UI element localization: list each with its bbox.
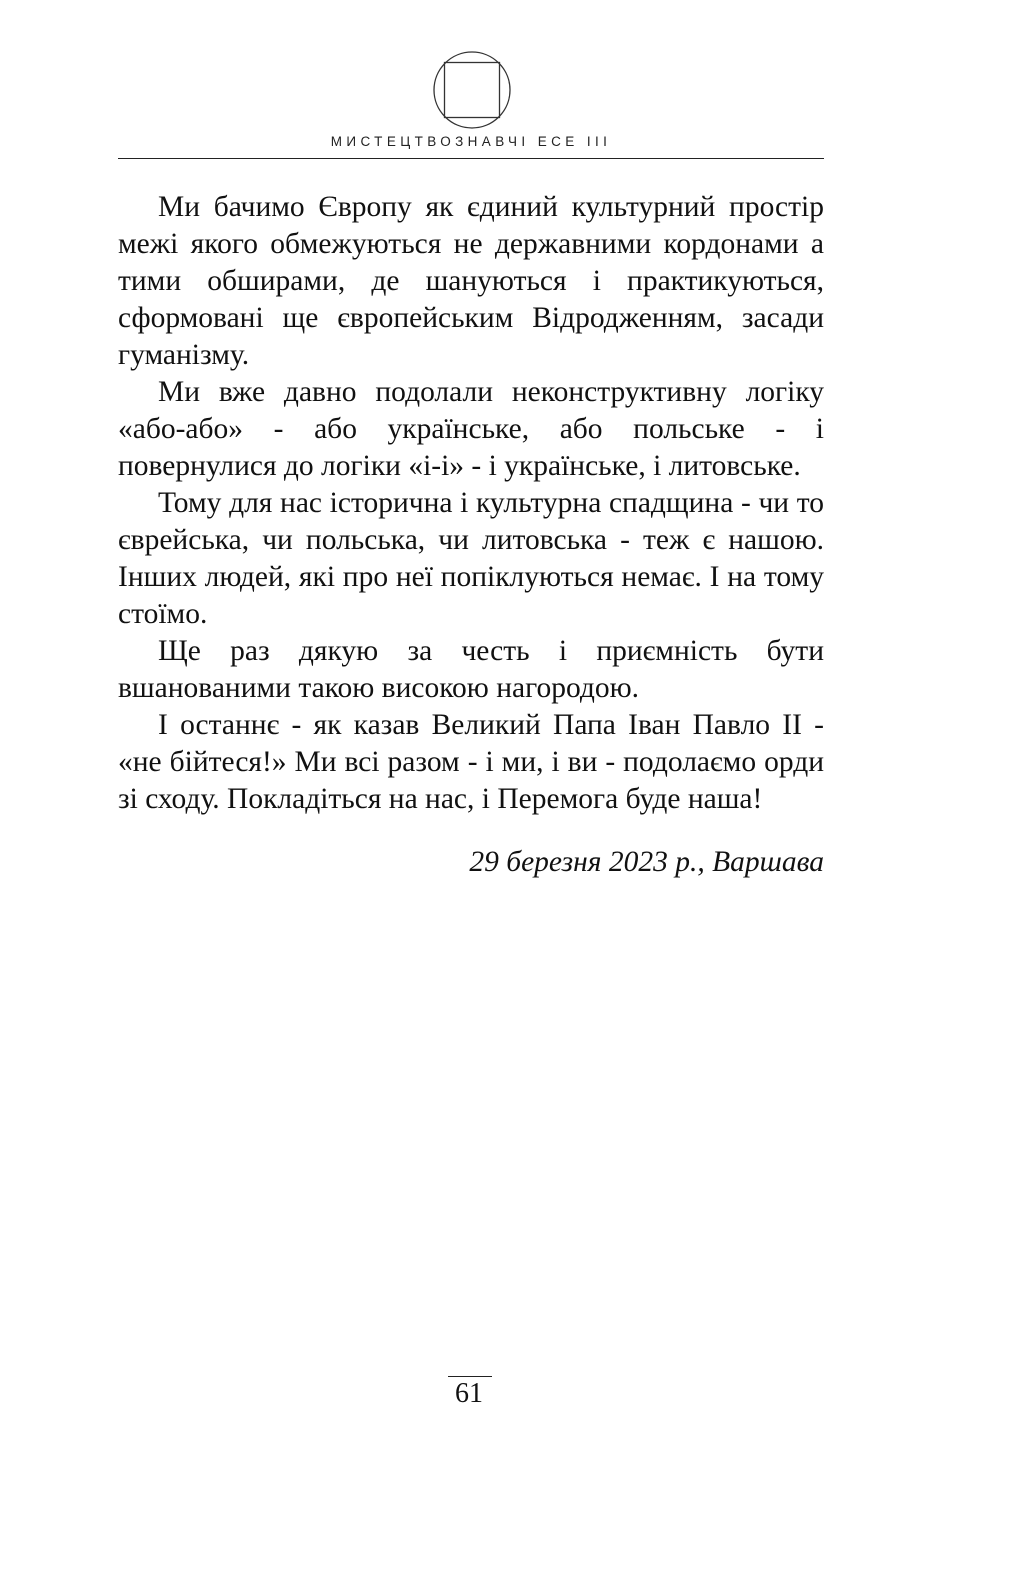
paragraph: Ще раз дякую за честь і приємність бути вшанованими такою високою нагородою. — [118, 635, 824, 704]
circle-square-logo-icon — [432, 50, 512, 130]
running-head-title: МИСТЕЦТВОЗНАВЧІ ЕСЕ III — [330, 134, 612, 149]
signature-date-place: 29 березня 2023 р., Варшава — [469, 846, 824, 878]
paragraph: Ми бачимо Європу як єдиний культурний простір межі якого обмежуються не державними кордонами а тими обширами, де шануються і практикуються, сформовані ще європейським Відродженням, засади гуманізму. — [118, 191, 824, 371]
paragraph: Тому для нас історична і культурна спадщина - чи то єврейська, чи польська, чи литовська - теж є нашою. Інших людей, які про неї попіклуються немає. І на тому стоїмо. — [118, 487, 824, 630]
body-text — [118, 189, 824, 818]
paragraph: Ми вже давно подолали неконструктивну логіку «або-або» - або українське, або польське - і повернулися до логіки «і-і» - і українське, і литовське. — [118, 376, 824, 482]
paragraph: І останнє - як казав Великий Папа Іван Павло ІІ - «не бійтеся!» Ми всі разом - і ми, і ви - подолаємо орди зі сходу. Покладіться на нас, і Перемога буде наша! — [118, 709, 824, 815]
header-rule — [118, 158, 824, 159]
page-number: 61 — [455, 1378, 483, 1409]
